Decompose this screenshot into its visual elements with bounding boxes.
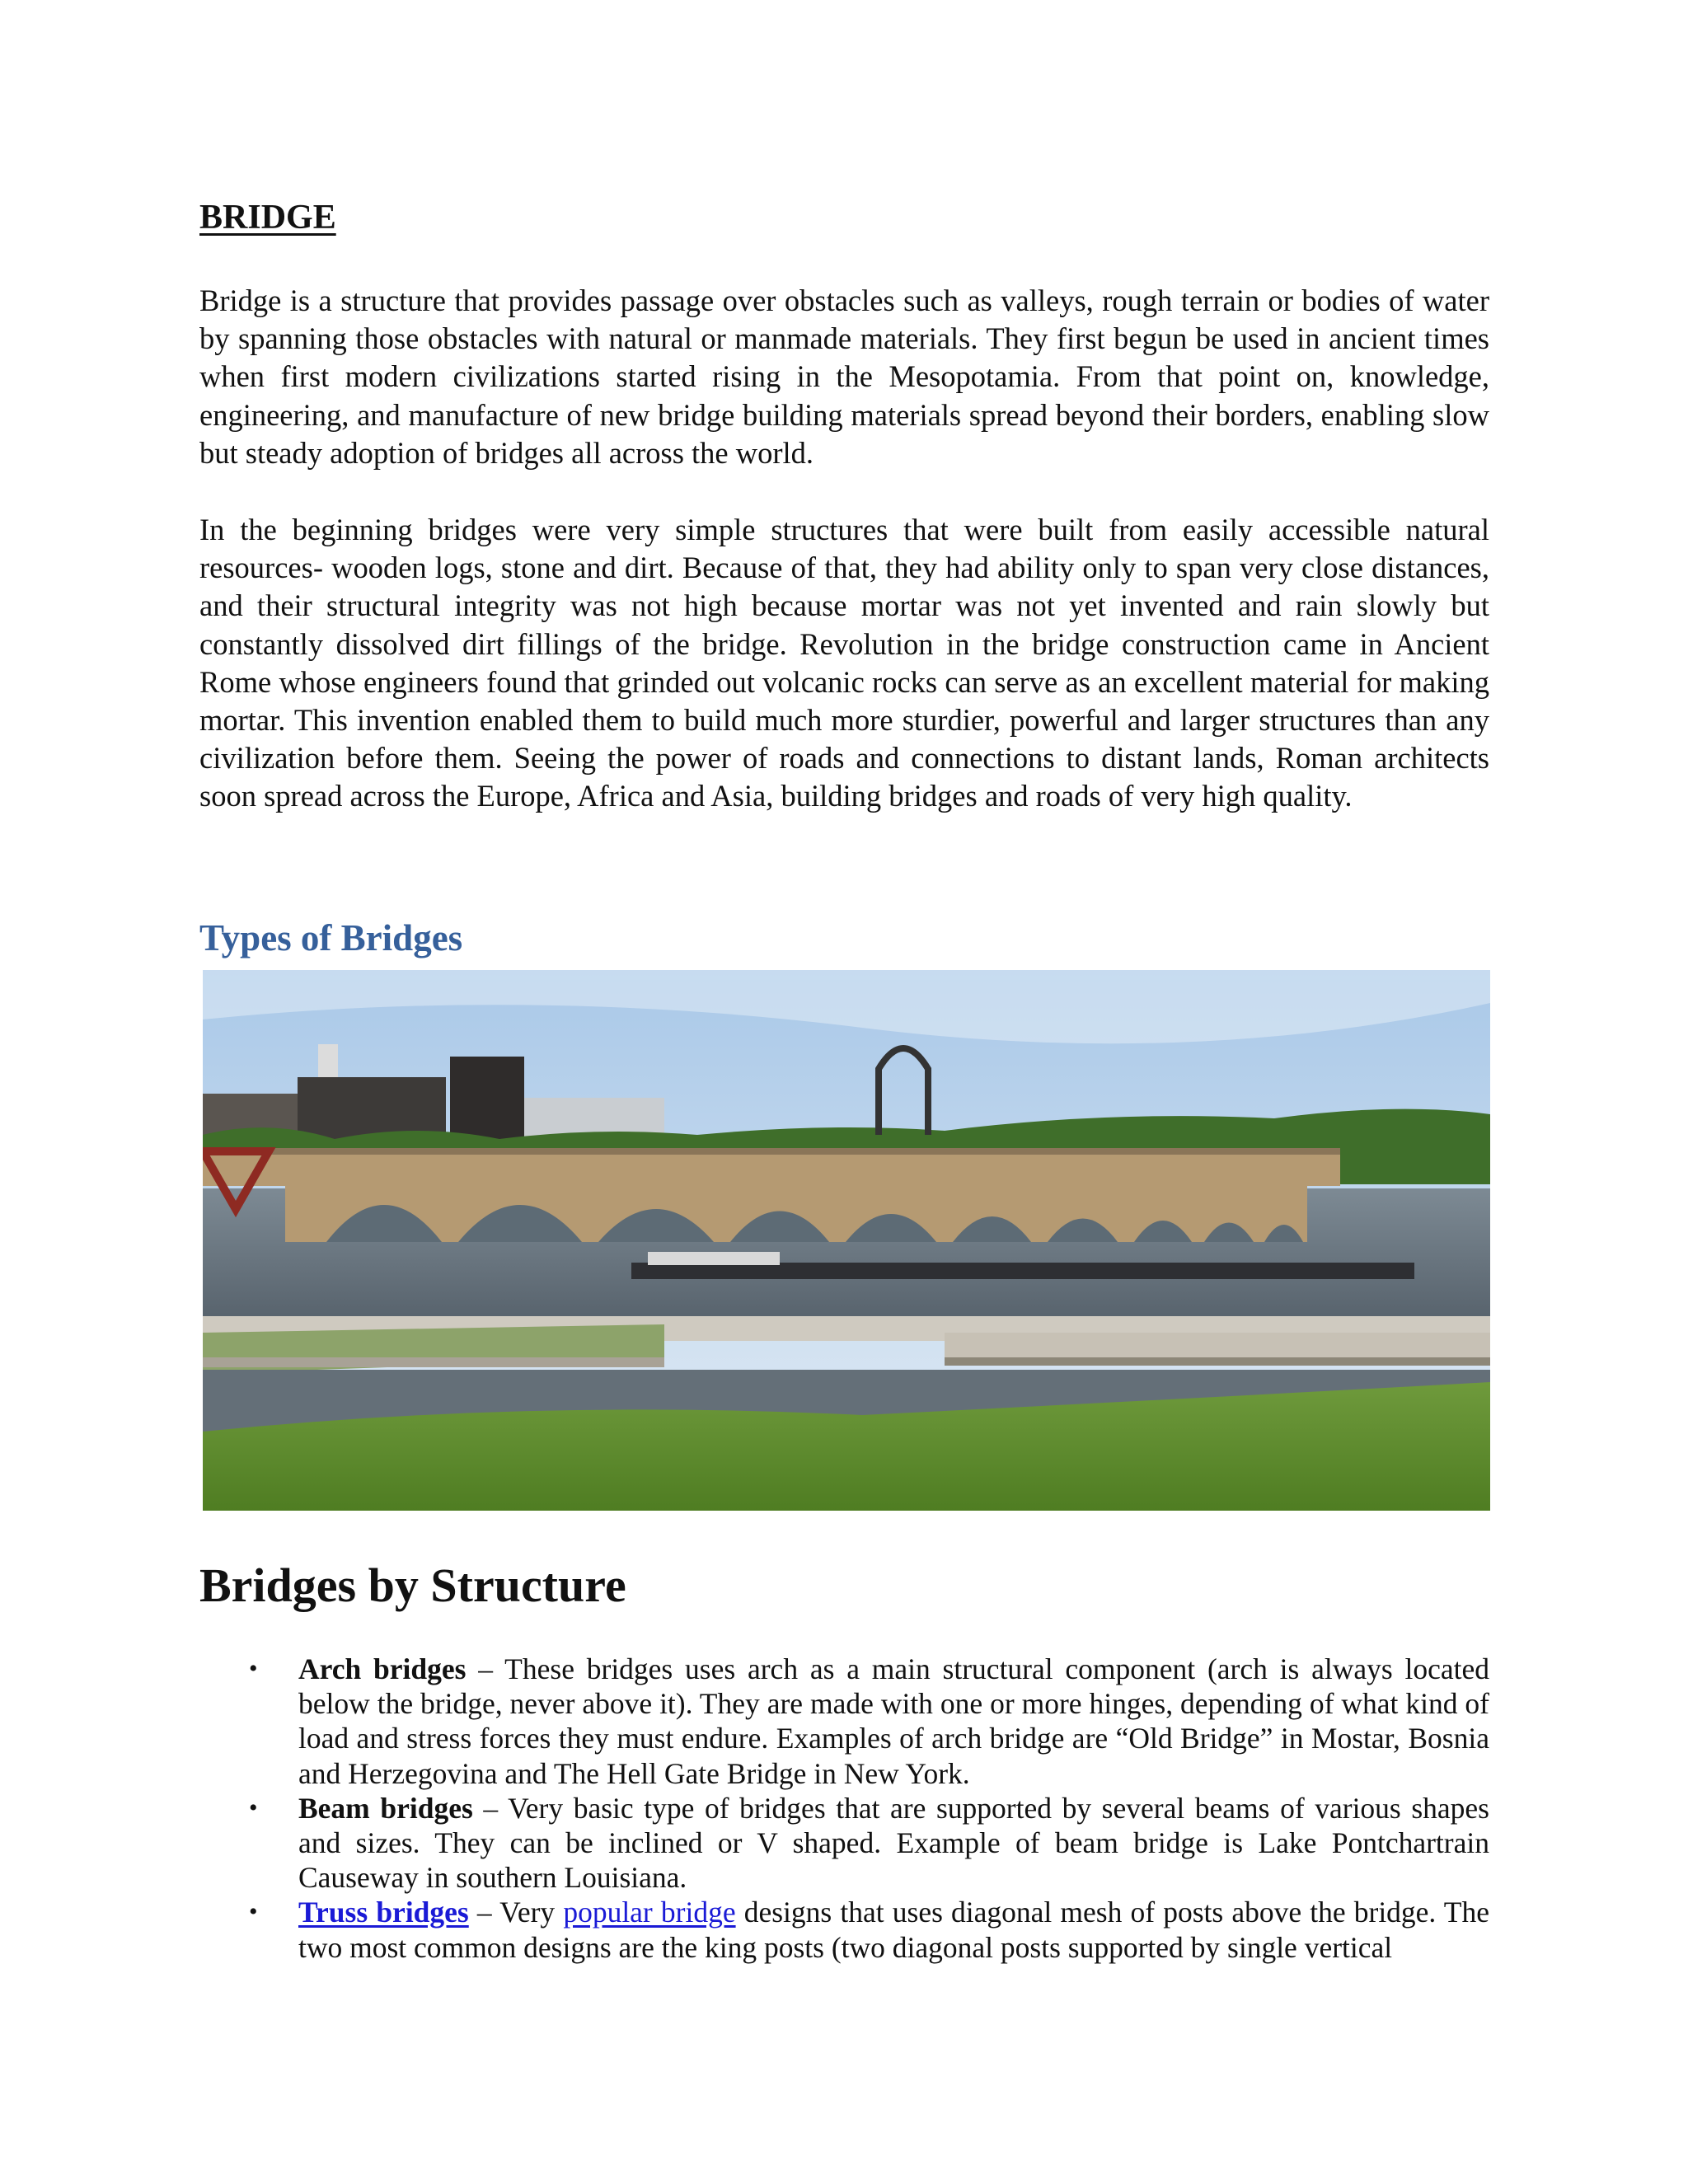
list-item-text: designs that uses diagonal mesh of posts above the bridge. The two most common designs are the king posts (two diagonal posts supported by single vertical: [298, 1896, 1489, 1964]
popular-bridge-link[interactable]: popular bridge: [563, 1896, 736, 1929]
list-item: [199, 1895, 1489, 1964]
intro-paragraph: Bridge is a structure that provides passage over obstacles such as valleys, rough terrain or bodies of water by spanning those obstacles with natural or manmade materials. They first begun be used in ancient times when first modern civilizations started rising in the Mesopotamia. From that point on, knowledge, engineering, and manufacture of new bridge building materials spread beyond their borders, enabling slow but steady adoption of bridges all across the world.: [199, 284, 1489, 470]
list-item: [199, 1791, 1489, 1896]
list-item-text: – Very: [468, 1896, 564, 1929]
bridges-by-structure-heading: Bridges by Structure: [199, 1558, 626, 1612]
document-title: BRIDGE: [199, 199, 336, 237]
history-paragraph: In the beginning bridges were very simple structures that were built from easily accessible natural resources- wooden logs, stone and dirt. Because of that, they had ability only to span very close distances, and their structural integrity was not high because mortar was not yet invented and rain slowly but constantly dissolved dirt fillings of the bridge. Revolution in the bridge construction came in Ancient Rome whose engineers found that grinded out volcanic rocks can serve as an excellent material for making mortar. This invention enabled them to build much more sturdier, powerful and larger structures than any civilization before them. Seeing the power of roads and connections to distant lands, Roman architects soon spread across the Europe, Africa and Asia, building bridges and roads of very high quality.: [199, 513, 1489, 813]
list-item-term: Beam bridges: [298, 1791, 473, 1825]
list-item-text: – Very basic type of bridges that are supported by several beams of various shapes and sizes. They can be inclined or V shaped. Example of beam bridge is Lake Pontchartrain Causeway in southern Louisiana.: [298, 1791, 1489, 1895]
bullet-icon: •: [249, 1793, 258, 1821]
truss-bridges-link[interactable]: Truss bridges: [298, 1896, 469, 1929]
list-item-text: – These bridges uses arch as a main structural component (arch is always located below the bridge, never above it). They are made with one or more hinges, depending of what kind of load and stress forces they must endure. Examples of arch bridge are “Old Bridge” in Mostar, Bosnia and Herzegovina and The Hell Gate Bridge in New York.: [298, 1652, 1489, 1790]
bridge-types-list: [199, 1652, 1489, 1965]
bullet-icon: •: [249, 1655, 258, 1682]
types-of-bridges-heading: Types of Bridges: [199, 917, 463, 958]
bullet-icon: •: [249, 1898, 258, 1926]
list-item: [199, 1652, 1489, 1791]
stone-arch-bridge-photo: [203, 970, 1490, 1511]
list-item-term: Arch bridges: [298, 1652, 467, 1685]
